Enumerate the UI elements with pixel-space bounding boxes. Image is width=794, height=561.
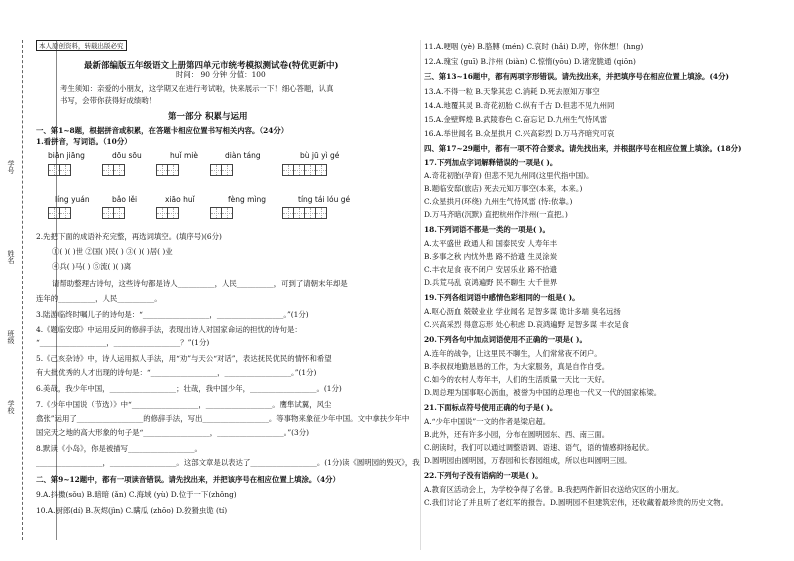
q18-option-b: B.多事之秋 内忧外患 路不拾遗 生灵涂炭 (424, 252, 558, 261)
q3: 3.陆游临终时嘱儿子的诗句是：“__________________，__________________。”(1分) (36, 310, 309, 319)
q18-prompt: 18.下列词语不都是一类的一项是( )。 (424, 225, 550, 234)
q2-fill-2: 连年的__________，人民__________。 (36, 294, 162, 303)
q18-option-d: D.兵荒马乱 哀鸿遍野 民不聊生 大千世界 (424, 278, 558, 287)
copyright-stamp: 本人原创资料，转载出版必究 (36, 40, 127, 51)
q2-fill-1: 请帮助整理古诗句，这些诗句都是诗人__________，人民__________，可到了请朝末年却是 (52, 279, 348, 288)
time-score-line: 时间： 90 分钟 分值：100 (176, 70, 266, 79)
greeting-line-2: 书写，会带你获得好成绩哟！ (60, 96, 157, 105)
answer-grid-row-1[interactable] (48, 164, 326, 176)
q10: 10.A.厨郎(dí) B.灰烬(jìn) C.瞒瓜 (zhōo) D.狡猾虫诡 (tí) (36, 506, 228, 515)
q18-option-a: A.太平盛世 政通人和 国泰民安 人寿年丰 (424, 239, 557, 248)
q16: 16.A.举世闻名 B.众星拱月 C.兴高彩烈 D.万马齐暗究可哀 (424, 129, 615, 138)
q11: 11.A.哽咽 (yè) B.胳膊 (mén) C.哀时 (hǎi) D.哼，你休想！(hng) (424, 42, 644, 51)
q8-line-2: __________________，__________________。这部文章是以表达了__________________。(1分)读《圆明园的毁灭》，我 (36, 458, 420, 467)
q2-options-2: ④兵( )马( ) ⑤流( )( )离 (52, 262, 132, 271)
section-1-header: 一、第1~8题，根据拼音或积累，在答题卡相应位置书写相关内容。（24分） (36, 126, 289, 135)
pinyin-9: fèng mìng (228, 195, 267, 204)
pinyin-10: tíng tái lóu gé (298, 195, 351, 204)
side-label-student-id: 学号 (7, 160, 15, 174)
q20-option-a: A.连年的战争，让这里民不聊生，人们常常夜不闭户。 (424, 349, 602, 358)
q20-option-b: B.李叔叔地勤恳恳的工作，为大家服务，真是自作自受。 (424, 362, 610, 371)
q19-options-2: C.兴高采烈 得意忘形 处心积虑 D.哀鸿遍野 足智多谋 丰衣足食 (424, 320, 629, 329)
q17-prompt: 17.下列加点字词解释错误的一项是( )。 (424, 158, 558, 167)
q21-prompt: 21.下面标点符号使用正确的句子是( )。 (424, 403, 558, 412)
side-label-name: 姓名 (7, 250, 15, 264)
q15: 15.A.金壁辉煌 B.武陵春色 C.奋忘记 D.九州生气恃风雷 (424, 115, 608, 124)
q7-line-1: 7.《少年中国说（节选）》中“__________________，__________________。鹰隼试翼，风尘 (36, 400, 332, 409)
q17-option-b: B.题临安邸(旅店) 死去元知万事空(本来，本来。) (424, 184, 583, 193)
q21-option-b: B.此外，还有许多小园，分布在圆明园东、西、南三面。 (424, 430, 610, 439)
q2-prompt: 2.先把下面的成语补充完整，再选词填空。(填序号)(6分) (36, 232, 222, 241)
q7-line-2: 翕张”运用了__________________的修辞手法，写出__________________。等事物来象征少年中国。文中拿扶少年中 (36, 414, 410, 423)
q18-option-c: C.丰衣足食 夜不闭户 安居乐业 路不拾遗 (424, 265, 558, 274)
binding-line-dashed (22, 40, 23, 540)
pinyin-6: líng yuán (55, 195, 90, 204)
q8-line-1: 8.默读《小岛》，你是被描写__________________。 (36, 444, 202, 453)
section-3-header: 三、第13~16题中，都有两项字形错误。请先找出来，并把填序号在相应位置上填涂。(4分) (424, 72, 729, 81)
q17-option-c: C.众星拱月(环绕) 九州生气恃风雷 (恃:依靠。) (424, 197, 573, 206)
q4-line-2: “__________________，__________________？”(1分) (36, 338, 210, 347)
q17-option-d: D.万马齐暗(沉默) 直把杭州作汴州(一直把。) (424, 210, 568, 219)
q19-options-1: A.呕心沥血 兢兢业业 学业闻名 足智多谋 诡计多端 臭名远扬 (424, 307, 621, 316)
q19-prompt: 19.下列各组词语中感情色彩相同的一组是( )。 (424, 293, 580, 302)
greeting-line-1: 考生须知：亲爱的小朋友，这学期又在进行考试啦，快来展示一下！细心答题，认真 (60, 84, 334, 93)
section-4-header: 四、第17~29题中，都有一项不符合要求。请先找出来，并根据序号在相应位置上填涂。(18分) (424, 144, 742, 153)
pinyin-4: diàn táng (225, 151, 261, 160)
q14: 14.A.地覆其灵 B.奇花初胎 C.纵有千古 D.但悲不见九州同 (424, 101, 615, 110)
q21-option-a: A.“少年中国说”一文的作者是梁启超。 (424, 417, 551, 426)
pinyin-5: bù jū yì gé (300, 151, 340, 160)
q21-option-d: D.圆明园由圆明园，万春园和长春园组成，所以也叫圆明三园。 (424, 456, 632, 465)
pinyin-1: biān jiāng (48, 151, 85, 160)
q5-line-1: 5.《己亥杂诗》中，诗人运用拟人手法，用“劝”与天公“对话”，表达抚民优民的情怀和希望 (36, 354, 332, 363)
q22-prompt: 22.下列句子没有语病的一项是( )。 (424, 471, 543, 480)
pinyin-3: huǐ miè (170, 151, 198, 160)
q20-prompt: 20.下列各句中加点词语使用不正确的一项是( )。 (424, 335, 587, 344)
q22-options-1: A.教育区活动会上，为学校争得了名誉。B.我把两件新旧衣送给灾区的小朋友。 (424, 485, 684, 494)
q20-option-c: C.如今的农村人寿年丰，人们的生活质量一天比一天好。 (424, 375, 610, 384)
answer-grid-row-2[interactable] (48, 207, 326, 219)
q5-line-2: 有大批优秀的人才出现的诗句是：“__________________，__________________。”(1分) (36, 368, 317, 377)
q12: 12.A.瑰宝 (guī) B.汴州 (biàn) C.惊惰(yōu) D.诸宠脆通 (qiōn) (424, 57, 636, 66)
pinyin-7: bǎo lěi (112, 195, 138, 204)
q9: 9.A.抖擞(sǒu) B.暗暗 (ǎn) C.海域 (yù) D.位于一下(zhǒng) (36, 490, 237, 499)
side-label-class: 班级 (7, 330, 15, 344)
q13: 13.A.不得一粒 B.天挚其忠 C.消耗 D.死去原知万事空 (424, 87, 600, 96)
section-2-header: 二、第9~12题中，都有一项读音错误。请先找出来，并把该序号在相应位置上填涂。（4分） (36, 475, 340, 484)
pinyin-8: xiāo huǐ (165, 195, 195, 204)
q6: 6.美哉，我少年中国，__________________；壮哉，我中国少年，__________________。(1分) (36, 384, 342, 393)
q7-line-3: 国完天之地的高大形象的句子是“__________________，__________________。”(3分) (36, 428, 309, 437)
part1-title: 第一部分 积累与运用 (168, 112, 248, 122)
q20-option-d: D.周总理为国事呕心沥血，被誉为中国的总理也一代又一代的国家栋梁。 (424, 388, 662, 397)
q4-line-1: 4.《题临安邸》中运用反问的修辞手法，表现出诗人对国家命运的担忧的诗句是： (36, 325, 302, 334)
q22-options-2: C.我们讨论了并且听了老红军的报告。D.圆明园不但建筑宏伟，还收藏着最珍贵的历史文物。 (424, 498, 728, 507)
q17-option-a: A.奇花初胎(孕育) 但悲不见九州同(这里代指中国)。 (424, 171, 594, 180)
column-divider (420, 40, 421, 550)
q2-options-1: ①( )( )世 ②国( )民( ) ③( )( )居( )业 (52, 247, 173, 256)
exam-title: 最新部编版五年级语文上册第四单元市统考模拟测试卷(特优更新中) (84, 61, 339, 71)
pinyin-2: dōu sōu (112, 151, 142, 160)
q21-option-c: C.朗读时，我们可以通过调整语调、语速、语气，语的情感抑扬起伏。 (424, 443, 654, 452)
q1-prompt: 1.看拼音，写词语。（10分） (36, 137, 132, 146)
side-label-school: 学校 (7, 400, 15, 414)
